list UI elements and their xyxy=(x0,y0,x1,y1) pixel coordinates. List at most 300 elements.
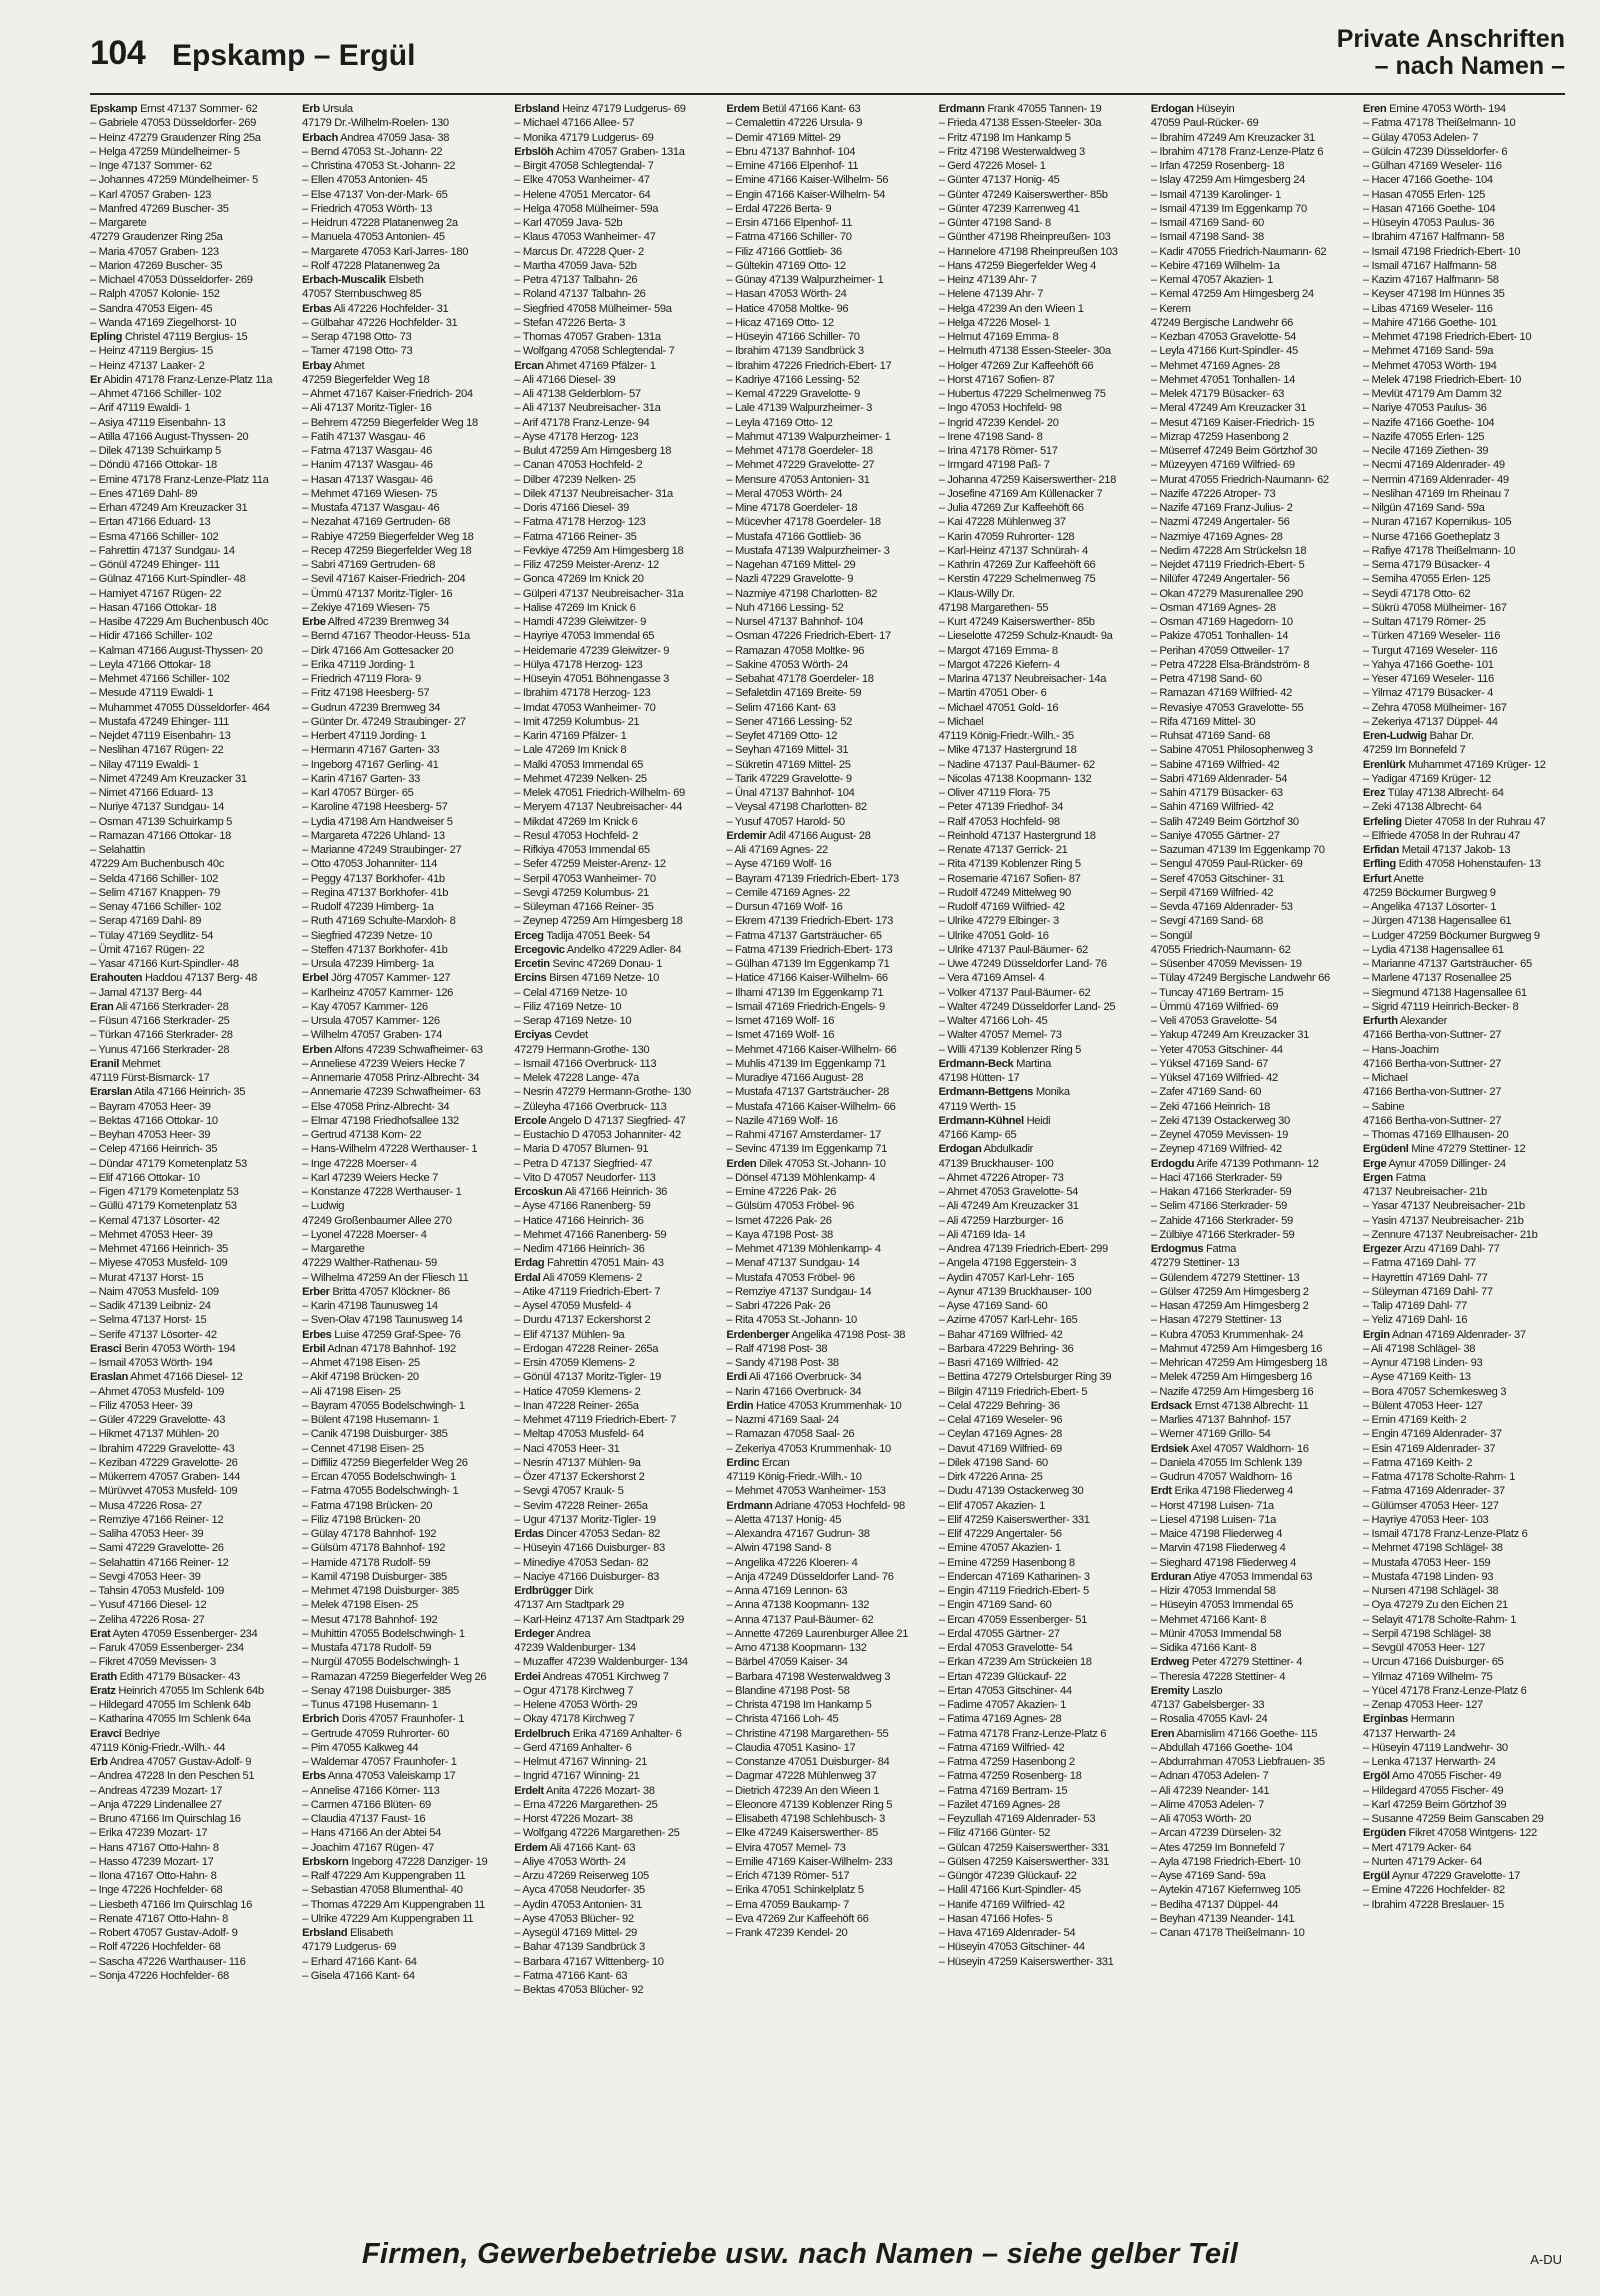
directory-entry xyxy=(726,629,928,643)
entry-text: – Fadime 47057 Akazien- 1 xyxy=(938,1699,1067,1711)
entry-text: – Hasan 47055 Erlen- 125 xyxy=(1362,188,1486,201)
directory-entry xyxy=(726,515,928,529)
surname: Eraslan xyxy=(90,1371,128,1384)
entry-text: – Rita 47053 St.-Johann- 10 xyxy=(726,1314,857,1327)
directory-entry xyxy=(726,1214,928,1228)
directory-entry xyxy=(939,387,1141,401)
directory-entry xyxy=(726,1798,928,1812)
entry-text: – Kurt 47249 Kaiserswerther- 85b xyxy=(938,616,1095,628)
entry-text: – Cennet 47198 Eisen- 25 xyxy=(302,1442,424,1455)
directory-entry xyxy=(1363,387,1565,401)
directory-entry xyxy=(90,1570,292,1584)
entry-text: – Arif 47119 Ewaldi- 1 xyxy=(90,402,191,415)
entry-text: – Sabine xyxy=(1362,1100,1405,1113)
entry-text: – Nazmi 47169 Saal- 24 xyxy=(726,1414,839,1426)
entry-text: – Gönül 47249 Ehinger- 111 xyxy=(90,559,220,571)
directory-entry xyxy=(90,1556,292,1570)
directory-entry xyxy=(90,1128,292,1142)
entry-text: – Hermann 47167 Garten- 33 xyxy=(302,744,440,757)
entry-text: – Beyhan 47139 Neander- 141 xyxy=(1150,1912,1295,1925)
entry-text: 47119 König-Friedr.-Wilh.- 44 xyxy=(90,1741,226,1754)
entry-text: – Günter 47137 Honig- 45 xyxy=(938,174,1060,187)
directory-entry xyxy=(90,444,292,458)
entry-text: – Ayse 47169 Sand- 59a xyxy=(1150,1870,1266,1882)
entry-text: – Doris 47166 Diesel- 39 xyxy=(514,502,630,514)
directory-entry xyxy=(939,644,1141,658)
entry-text: – Bernd 47053 St.-Johann- 22 xyxy=(302,145,443,158)
directory-entry xyxy=(726,729,928,743)
entry-text: – Sonja 47226 Hochfelder- 68 xyxy=(90,1969,229,1982)
entry-text: – Nejdet 47119 Eisenbahn- 13 xyxy=(90,730,231,742)
directory-entry xyxy=(302,116,504,130)
directory-entry xyxy=(1151,1470,1353,1484)
directory-entry xyxy=(1151,416,1353,430)
entry-text: – Gülcin 47239 Düsseldorfer- 6 xyxy=(1362,145,1508,158)
directory-entry xyxy=(726,886,928,900)
entry-text: – Kay 47057 Kammer- 126 xyxy=(302,1000,428,1013)
entry-text: – Fatma 47169 Bertram- 15 xyxy=(938,1784,1068,1797)
entry-text: Edith 47058 Hohenstaufen- 13 xyxy=(1398,858,1541,871)
entry-text: – Marina 47137 Neubreisacher- 14a xyxy=(938,673,1107,685)
directory-entry xyxy=(302,387,504,401)
directory-entry xyxy=(939,1256,1141,1270)
entry-text: – Serpil 47169 Wilfried- 42 xyxy=(1150,886,1274,899)
entry-text: Ahmet xyxy=(333,359,365,372)
directory-entry xyxy=(726,1456,928,1470)
entry-text: Atiye 47053 Immendal 63 xyxy=(1193,1570,1313,1583)
directory-entry xyxy=(939,1527,1141,1541)
entry-text: – Mesude 47119 Ewaldi- 1 xyxy=(90,687,214,700)
directory-entry xyxy=(1363,1299,1565,1313)
directory-entry xyxy=(514,173,716,187)
directory-entry xyxy=(514,900,716,914)
entry-text: – Melek 47259 Am Himgesberg 16 xyxy=(1150,1371,1312,1384)
directory-entry xyxy=(514,230,716,244)
entry-text: Atila 47166 Heinrich- 35 xyxy=(134,1086,246,1099)
entry-text: Heinz 47179 Ludgerus- 69 xyxy=(562,103,686,115)
entry-text: – Fatma 47259 Rosenberg- 18 xyxy=(938,1770,1082,1783)
directory-entry xyxy=(726,1712,928,1726)
surname: Erdinc xyxy=(726,1456,760,1469)
directory-entry xyxy=(1363,416,1565,430)
directory-entry xyxy=(1363,1769,1565,1783)
directory-entry xyxy=(726,1442,928,1456)
directory-entry xyxy=(514,273,716,287)
directory-entry xyxy=(726,359,928,373)
entry-text: – Günter 47239 Karrenweg 41 xyxy=(938,202,1080,215)
entry-text: Arife 47139 Pothmann- 12 xyxy=(1196,1157,1319,1170)
name-range: Epskamp – Ergül xyxy=(172,39,416,72)
entry-text: Anita 47226 Mozart- 38 xyxy=(546,1784,655,1797)
entry-text: – Sükretin 47169 Mittel- 25 xyxy=(726,758,851,771)
directory-entry xyxy=(302,273,504,287)
directory-entry xyxy=(726,1057,928,1071)
directory-entry xyxy=(90,929,292,943)
directory-entry xyxy=(1363,1470,1565,1484)
entry-text: – Ingrid 47239 Kendel- 20 xyxy=(938,416,1059,429)
directory-entry xyxy=(939,430,1141,444)
entry-text: – Nedim 47166 Heinrich- 36 xyxy=(514,1243,645,1255)
directory-entry xyxy=(1151,458,1353,472)
directory-entry xyxy=(726,872,928,886)
directory-entry xyxy=(1363,986,1565,1000)
directory-entry xyxy=(514,1328,716,1342)
directory-entry xyxy=(90,672,292,686)
entry-text: – Ayse 47166 Ranenberg- 59 xyxy=(514,1200,651,1213)
directory-entry xyxy=(726,1527,928,1541)
entry-text: – Yusuf 47057 Harold- 50 xyxy=(726,815,845,828)
entry-text: – Ursula 47057 Kammer- 126 xyxy=(302,1015,440,1027)
directory-entry xyxy=(90,1214,292,1228)
entry-text: – Asiya 47119 Eisenbahn- 13 xyxy=(90,416,226,429)
entry-text: – Mike 47137 Hastergrund 18 xyxy=(938,744,1077,757)
directory-entry xyxy=(1363,914,1565,928)
directory-entry xyxy=(726,1128,928,1142)
directory-entry xyxy=(90,1427,292,1441)
directory-entry xyxy=(1363,1413,1565,1427)
directory-entry xyxy=(1151,1242,1353,1256)
directory-entry xyxy=(90,1199,292,1213)
directory-entry xyxy=(726,715,928,729)
entry-text: – Ali 47239 Neander- 141 xyxy=(1150,1784,1270,1797)
entry-text: – Mehmet 47198 Schlägel- 38 xyxy=(1362,1542,1503,1555)
entry-text: – Peter 47139 Friedhof- 34 xyxy=(938,801,1064,814)
entry-text: – Klaus 47053 Wanheimer- 47 xyxy=(514,231,656,244)
entry-text: – Lyonel 47228 Moerser- 4 xyxy=(302,1228,427,1241)
entry-text: – Ingo 47053 Hochfeld- 98 xyxy=(938,402,1062,415)
directory-entry xyxy=(1363,1114,1565,1128)
directory-entry xyxy=(1151,1299,1353,1313)
entry-text: – Ramazan 47259 Biegerfelder Weg 26 xyxy=(302,1670,487,1683)
entry-text: – Hüseyin 47166 Duisburger- 83 xyxy=(514,1542,665,1555)
entry-text: – Fatma 47166 Schiller- 70 xyxy=(726,231,852,244)
entry-text: – Dilek 47137 Neubreisacher- 31a xyxy=(514,487,673,500)
entry-text: 47166 Bertha-von-Suttner- 27 xyxy=(1362,1057,1502,1070)
directory-entry xyxy=(1363,1199,1565,1213)
directory-entry xyxy=(1363,886,1565,900)
directory-entry xyxy=(726,644,928,658)
entry-text: – Karl 47259 Beim Görtzhof 39 xyxy=(1362,1798,1507,1811)
directory-entry xyxy=(514,1655,716,1669)
entry-text: – Mustafa 47178 Rudolf- 59 xyxy=(302,1642,432,1654)
directory-entry xyxy=(939,729,1141,743)
directory-entry xyxy=(514,330,716,344)
entry-text: – Marion 47269 Buscher- 35 xyxy=(90,259,223,272)
directory-entry xyxy=(1151,957,1353,971)
directory-entry xyxy=(1363,1841,1565,1855)
entry-text: – Muradiye 47166 August- 28 xyxy=(726,1072,864,1084)
entry-text: – Resul 47053 Hochfeld- 2 xyxy=(514,829,639,842)
entry-text: – Bärbel 47059 Kaiser- 34 xyxy=(726,1656,848,1669)
directory-columns xyxy=(90,102,1565,2230)
entry-text: 47057 Sternbuschweg 85 xyxy=(302,288,422,301)
entry-text: – Mikdat 47269 Im Knick 6 xyxy=(514,815,638,828)
entry-text: – Ibrahim 47178 Franz-Lenze-Platz 6 xyxy=(1150,145,1324,158)
directory-entry xyxy=(726,1100,928,1114)
entry-text: – Mine 47178 Goerdeler- 18 xyxy=(726,502,858,514)
directory-entry xyxy=(939,1912,1141,1926)
entry-text: – Anna 47138 Koopmann- 132 xyxy=(726,1599,870,1612)
entry-text: – Kemal 47259 Am Himgesberg 24 xyxy=(1150,288,1314,301)
directory-entry xyxy=(1363,587,1565,601)
entry-text: – Mehmet 47166 Schiller- 102 xyxy=(90,673,230,685)
directory-entry xyxy=(514,1085,716,1099)
directory-entry xyxy=(1151,1926,1353,1940)
directory-entry xyxy=(302,1014,504,1028)
directory-entry xyxy=(726,1271,928,1285)
surname: Erden xyxy=(726,1157,757,1170)
entry-text: – Marvin 47198 Fliederweg 4 xyxy=(1150,1542,1286,1555)
entry-text: – Halil 47166 Kurt-Spindler- 45 xyxy=(938,1884,1081,1897)
entry-text: Abidin 47178 Franz-Lenze-Platz 11a xyxy=(103,373,273,386)
entry-text: – Adnan 47053 Adelen- 7 xyxy=(1150,1770,1269,1783)
entry-text: – Serpil 47053 Wanheimer- 70 xyxy=(514,872,656,885)
entry-text: – Christine 47198 Margarethen- 55 xyxy=(726,1727,889,1740)
directory-entry xyxy=(1151,1214,1353,1228)
entry-text: – Steffen 47137 Borkhofer- 41b xyxy=(302,943,448,956)
directory-entry xyxy=(726,1185,928,1199)
entry-text: – Hüseyin 47053 Gitschiner- 44 xyxy=(938,1941,1085,1954)
entry-text: – Saliha 47053 Heer- 39 xyxy=(90,1528,204,1540)
directory-entry xyxy=(726,572,928,586)
directory-entry xyxy=(302,1912,504,1926)
entry-text: – Kubra 47053 Krummenhak- 24 xyxy=(1150,1328,1304,1341)
entry-text: 47198 Margarethen- 55 xyxy=(938,601,1049,614)
entry-text: – Petra 47228 Elsa-Brändström- 8 xyxy=(1150,658,1310,671)
entry-text: – Elif 47137 Mühlen- 9a xyxy=(514,1328,625,1341)
directory-entry xyxy=(90,1613,292,1627)
entry-text: Tadija 47051 Beek- 54 xyxy=(546,929,651,942)
directory-entry xyxy=(302,943,504,957)
directory-entry xyxy=(514,1698,716,1712)
directory-entry xyxy=(302,1242,504,1256)
entry-text: – Hatice 47166 Kaiser-Wilhelm- 66 xyxy=(726,972,888,985)
directory-entry xyxy=(302,1043,504,1057)
directory-entry xyxy=(302,1228,504,1242)
directory-entry xyxy=(302,1484,504,1498)
directory-entry xyxy=(939,1598,1141,1612)
entry-text: Ingeborg 47228 Danziger- 19 xyxy=(351,1855,488,1868)
directory-entry xyxy=(1151,1385,1353,1399)
directory-entry xyxy=(90,1741,292,1755)
directory-entry xyxy=(1363,530,1565,544)
entry-text: – Alwin 47198 Sand- 8 xyxy=(726,1542,832,1555)
entry-text: – Seydi 47178 Otto- 62 xyxy=(1362,587,1471,600)
directory-entry xyxy=(726,1370,928,1384)
directory-entry xyxy=(1363,1214,1565,1228)
directory-entry xyxy=(939,1114,1141,1128)
directory-entry xyxy=(726,1299,928,1313)
directory-entry xyxy=(90,1484,292,1498)
directory-entry xyxy=(90,287,292,301)
entry-text: – Stefan 47226 Berta- 3 xyxy=(514,316,626,329)
entry-text: Adnan 47178 Bahnhof- 192 xyxy=(327,1342,456,1355)
directory-entry xyxy=(1151,1684,1353,1698)
directory-entry xyxy=(939,1228,1141,1242)
directory-entry xyxy=(1363,1370,1565,1384)
directory-entry xyxy=(1363,601,1565,615)
entry-text: – Otto 47053 Johanniter- 114 xyxy=(302,858,438,871)
entry-text: – Hava 47169 Aldenrader- 54 xyxy=(938,1927,1076,1939)
entry-text: – Ludwig xyxy=(302,1200,345,1213)
entry-text: – Selahattin xyxy=(90,844,145,856)
directory-entry xyxy=(302,743,504,757)
entry-text: – Michael xyxy=(1362,1072,1408,1084)
entry-text: – Bahar 47169 Wilfried- 42 xyxy=(938,1328,1063,1341)
directory-entry xyxy=(1151,102,1353,116)
entry-text: – Fatma 47198 Brücken- 20 xyxy=(302,1499,433,1512)
directory-entry xyxy=(1363,302,1565,316)
entry-text: – Gültekin 47169 Otto- 12 xyxy=(726,259,846,272)
directory-entry xyxy=(1363,245,1565,259)
directory-entry xyxy=(726,857,928,871)
directory-entry xyxy=(939,1613,1141,1627)
directory-entry xyxy=(1151,1855,1353,1869)
entry-text: – Elif 47259 Kaiserswerther- 331 xyxy=(938,1513,1090,1526)
directory-entry xyxy=(514,1299,716,1313)
directory-entry xyxy=(1363,287,1565,301)
directory-entry xyxy=(1363,857,1565,871)
directory-entry xyxy=(302,416,504,430)
directory-entry xyxy=(1151,1826,1353,1840)
directory-entry xyxy=(1151,316,1353,330)
entry-text: – Akif 47198 Brücken- 20 xyxy=(302,1371,419,1384)
directory-entry xyxy=(1363,1014,1565,1028)
directory-entry xyxy=(726,1285,928,1299)
entry-text: – Mehmet 47198 Friedrich-Ebert- 10 xyxy=(1362,331,1532,343)
entry-text: – Annelise 47166 Körner- 113 xyxy=(302,1784,440,1797)
entry-text: – Erdal 47226 Berta- 9 xyxy=(726,202,832,215)
directory-entry xyxy=(514,857,716,871)
entry-text: – Osman 47169 Agnes- 28 xyxy=(1150,601,1276,614)
entry-text: – Ayse 47178 Herzog- 123 xyxy=(514,430,639,443)
directory-entry xyxy=(1363,1855,1565,1869)
entry-text: – Manuela 47053 Antonien- 45 xyxy=(302,231,445,244)
entry-text: – Ramazan 47166 Ottokar- 18 xyxy=(90,829,232,842)
directory-entry xyxy=(1363,259,1565,273)
entry-text: – Karoline 47198 Heesberg- 57 xyxy=(302,801,448,814)
entry-text: – Marianne 47137 Gartsträucher- 65 xyxy=(1362,958,1532,970)
directory-entry xyxy=(1151,1142,1353,1156)
entry-text: – Vera 47169 Amsel- 4 xyxy=(938,972,1045,985)
directory-entry xyxy=(302,1712,504,1726)
entry-text: – Hasan 47166 Ottokar- 18 xyxy=(90,601,217,614)
directory-entry xyxy=(1151,487,1353,501)
entry-text: – Celal 47169 Netze- 10 xyxy=(514,986,627,999)
directory-entry xyxy=(939,330,1141,344)
directory-entry xyxy=(90,729,292,743)
entry-text: – Bora 47057 Schemkesweg 3 xyxy=(1362,1385,1507,1398)
directory-entry xyxy=(302,1342,504,1356)
directory-entry xyxy=(726,188,928,202)
surname: Eren xyxy=(1362,103,1387,115)
entry-text: – Urcun 47166 Duisburger- 65 xyxy=(1362,1656,1504,1669)
entry-text: – Minediye 47053 Sedan- 82 xyxy=(514,1556,649,1569)
directory-entry xyxy=(302,1199,504,1213)
entry-text: – Ertan 47053 Gitschiner- 44 xyxy=(938,1684,1072,1697)
entry-text: – Atilla 47166 August-Thyssen- 20 xyxy=(90,430,249,443)
directory-entry xyxy=(302,772,504,786)
directory-entry xyxy=(939,1513,1141,1527)
entry-text: – Ismet 47169 Wolf- 16 xyxy=(726,1029,835,1042)
directory-entry xyxy=(726,957,928,971)
directory-entry xyxy=(90,829,292,843)
entry-text: – Elfriede 47058 In der Ruhrau 47 xyxy=(1362,829,1520,842)
directory-entry xyxy=(1363,1784,1565,1798)
entry-text: – Ümit 47167 Rügen- 22 xyxy=(90,943,205,956)
directory-entry xyxy=(90,1869,292,1883)
entry-text: – Hasan 47279 Stettiner- 13 xyxy=(1150,1314,1282,1327)
entry-text: Adil 47166 August- 28 xyxy=(768,829,871,842)
directory-entry xyxy=(302,929,504,943)
directory-entry xyxy=(90,1826,292,1840)
directory-entry xyxy=(302,1427,504,1441)
entry-text: Erika 47169 Anhalter- 6 xyxy=(572,1727,682,1740)
directory-entry xyxy=(514,1385,716,1399)
directory-entry xyxy=(514,287,716,301)
entry-text: – Engin 47169 Aldenrader- 37 xyxy=(1362,1428,1502,1441)
directory-entry xyxy=(1363,1883,1565,1897)
entry-text: – Alexandra 47167 Gudrun- 38 xyxy=(726,1528,870,1540)
directory-entry xyxy=(1363,1442,1565,1456)
entry-text: – Dagmar 47228 Mühlenweg 37 xyxy=(726,1770,877,1783)
entry-text: – Ahmet 47226 Atroper- 73 xyxy=(938,1171,1064,1184)
directory-entry xyxy=(302,658,504,672)
directory-entry xyxy=(514,1171,716,1185)
directory-entry xyxy=(514,1727,716,1741)
entry-text: – Revasiye 47053 Gravelotte- 55 xyxy=(1150,701,1304,714)
directory-entry xyxy=(302,615,504,629)
directory-entry xyxy=(514,188,716,202)
directory-entry xyxy=(302,159,504,173)
entry-text: – Fatma 47055 Bodelschwingh- 1 xyxy=(302,1485,459,1498)
directory-entry xyxy=(1151,772,1353,786)
directory-entry xyxy=(1363,1869,1565,1883)
entry-text: – Waldemar 47057 Fraunhofer- 1 xyxy=(302,1756,457,1768)
directory-entry xyxy=(90,1242,292,1256)
entry-text: 47137 Neubreisacher- 21b xyxy=(1362,1186,1487,1198)
entry-text: Mine 47279 Stettiner- 12 xyxy=(1411,1143,1526,1156)
directory-entry xyxy=(726,1313,928,1327)
directory-entry xyxy=(90,430,292,444)
entry-text: Tülay 47138 Albrecht- 64 xyxy=(1387,787,1504,799)
entry-text: – Nimet 47249 Am Kreuzacker 31 xyxy=(90,772,247,785)
directory-entry xyxy=(1151,1157,1353,1171)
surname: Erdmann xyxy=(726,1499,773,1512)
directory-entry xyxy=(1363,872,1565,886)
directory-entry xyxy=(1363,1541,1565,1555)
entry-text: – Sieghard 47198 Fliederweg 4 xyxy=(1150,1556,1297,1569)
entry-text: – Abdurrahman 47053 Liebfrauen- 35 xyxy=(1150,1756,1325,1768)
surname: Erbel xyxy=(302,972,329,985)
entry-text: – Eustachio D 47053 Johanniter- 42 xyxy=(514,1129,681,1141)
entry-text: 47166 Kamp- 65 xyxy=(938,1129,1017,1141)
entry-text: – Figen 47179 Kometenplatz 53 xyxy=(90,1186,239,1198)
directory-entry xyxy=(302,1698,504,1712)
directory-entry xyxy=(726,1727,928,1741)
entry-text: – Arno 47138 Koopmann- 132 xyxy=(726,1642,867,1654)
entry-text: – Mehmet 47169 Wiesen- 75 xyxy=(302,487,438,500)
directory-entry xyxy=(514,1598,716,1612)
entry-text: – Ulrike 47051 Gold- 16 xyxy=(938,929,1049,942)
entry-text: 47139 Bruckhauser- 100 xyxy=(938,1157,1054,1170)
entry-text: – Eleonore 47139 Koblenzer Ring 5 xyxy=(726,1798,893,1811)
entry-text: – Andreas 47239 Mozart- 17 xyxy=(90,1784,223,1797)
directory-entry xyxy=(302,587,504,601)
directory-entry xyxy=(1363,758,1565,772)
directory-entry xyxy=(939,800,1141,814)
directory-entry xyxy=(1363,629,1565,643)
